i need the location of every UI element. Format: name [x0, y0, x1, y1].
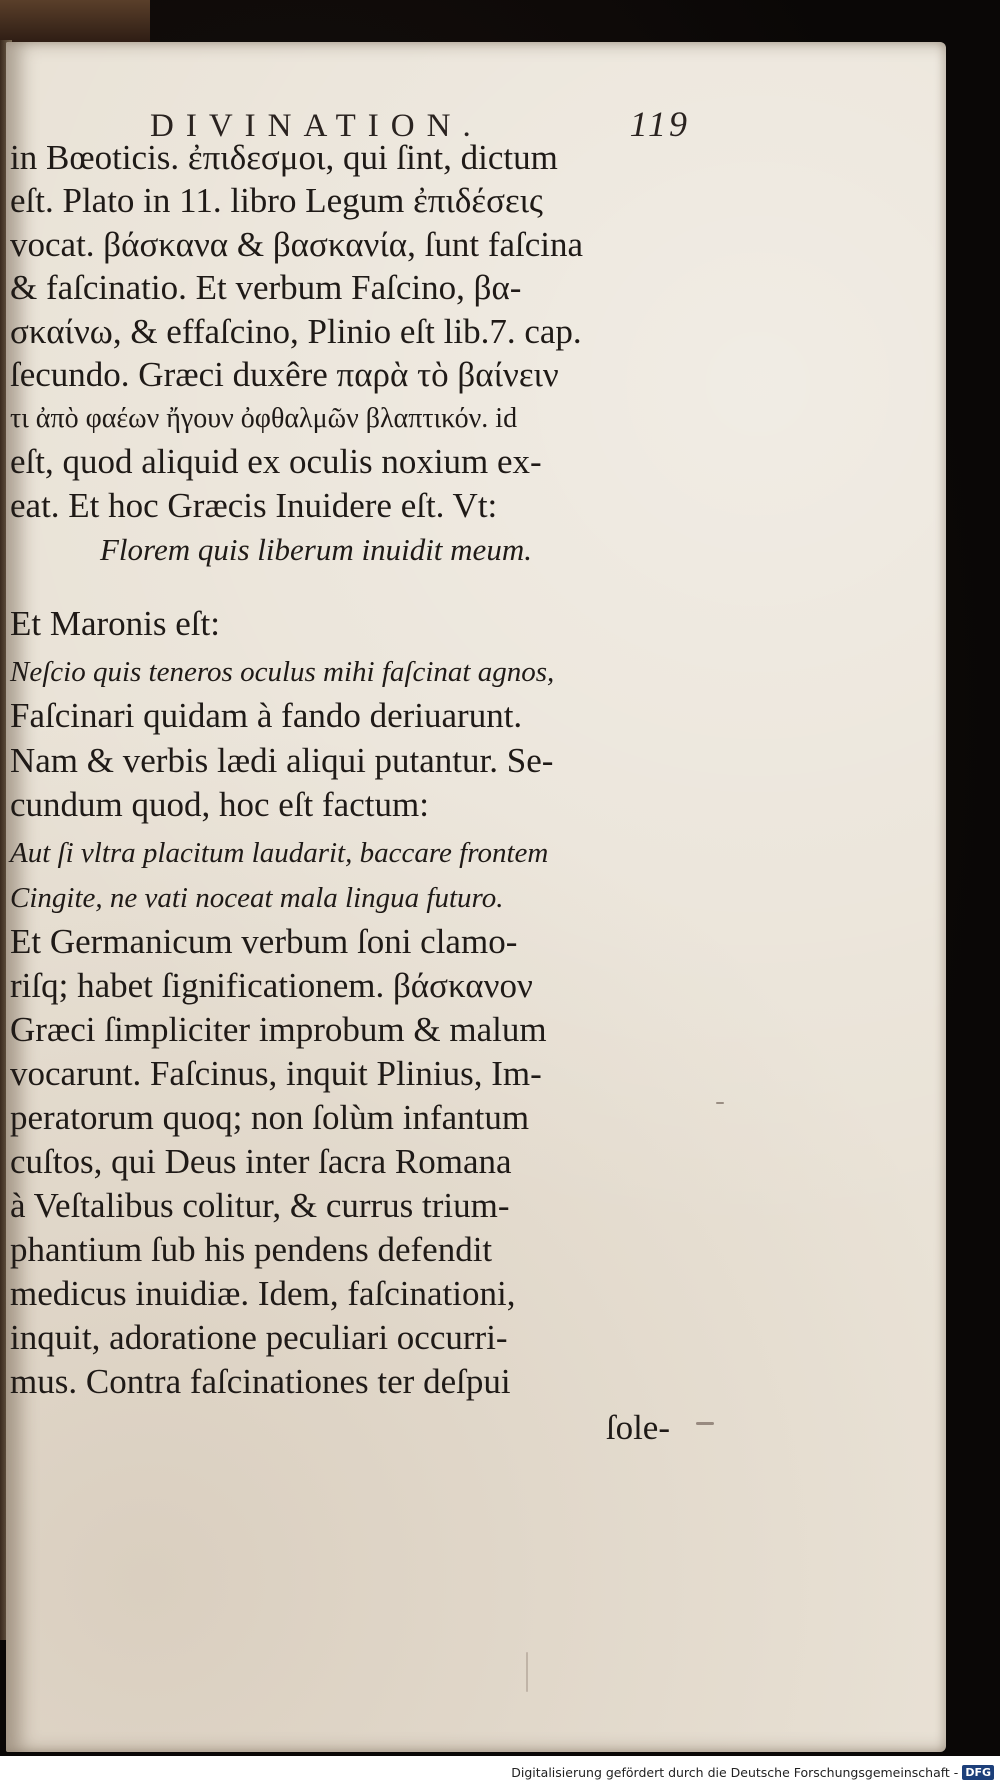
text-line: ſecundo. Græci duxêre παρὰ τὸ βαίνειν [10, 355, 559, 394]
text-line: Faſcinari quidam à fando deriuarunt. [10, 696, 523, 735]
digitization-footer [0, 1756, 1000, 1788]
text-line: riſq; habet ſignificationem. βάσκανον [10, 966, 533, 1005]
catchword: ſole- [605, 1408, 670, 1447]
text-line: phantium ſub his pendens defendit [10, 1230, 493, 1269]
text-line: τι ἀπὸ φαέων ἤγουν ὀφθαλμῶν βλαπτικόν. id [10, 403, 518, 434]
funding-credit: Digitalisierung gefördert durch die Deutsche Forschungsgemeinschaft - [511, 1764, 959, 1780]
paper-speck [716, 1102, 724, 1104]
verse-line: Florem quis liberum inuidit meum. [100, 532, 532, 567]
text-line: & faſcinatio. Et verbum Faſcino, βα- [10, 268, 522, 307]
text-line: eſt, quod aliquid ex oculis noxium ex- [10, 442, 542, 481]
text-line: eſt. Plato in 11. libro Legum ἐπιδέσεις [10, 181, 543, 220]
dfg-logo: DFG [962, 1765, 994, 1780]
book-cover-edge [0, 0, 150, 46]
text-line: medicus inuidiæ. Idem, faſcinationi, [10, 1274, 516, 1313]
text-line: peratorum quoq; non ſolùm infantum [10, 1098, 530, 1137]
text-line: Et Germanicum verbum ſoni clamo- [10, 922, 518, 961]
text-line: vocat. βάσκανα & βασκανία, ſunt faſcina [10, 225, 584, 264]
text-line: inquit, adoratione peculiari occurri- [10, 1318, 508, 1357]
text-line: mus. Contra faſcinationes ter deſpui [10, 1362, 511, 1401]
text-line: eat. Et hoc Græcis Inuidere eſt. Vt: [10, 486, 498, 525]
text-line: cuſtos, qui Deus inter ſacra Romana [10, 1142, 512, 1181]
paper-speck [526, 1652, 528, 1692]
text-line: cundum quod, hoc eſt factum: [10, 785, 429, 824]
verse-line: Aut ſi vltra placitum laudarit, baccare frontem [10, 837, 549, 869]
text-line: Nam & verbis lædi aliqui putantur. Se- [10, 741, 554, 780]
text-line: in Bœoticis. ἐπιδεσμοι, qui ſint, dictum [10, 138, 558, 177]
verse-line: Neſcio quis teneros oculus mihi faſcinat agnos, [10, 656, 555, 688]
text-line: Et Maronis eſt: [10, 604, 220, 643]
text-line: à Veſtalibus colitur, & currus trium- [10, 1186, 510, 1225]
text-line: Græci ſimpliciter improbum & malum [10, 1010, 547, 1049]
text-line: vocarunt. Faſcinus, inquit Plinius, Im- [10, 1054, 542, 1093]
verse-line: Cingite, ne vati noceat mala lingua futuro. [10, 882, 504, 914]
page-number: 119 [629, 104, 690, 144]
paper-speck [696, 1422, 714, 1425]
text-line: σκαίνω, & effaſcino, Plinio eſt lib.7. cap. [10, 312, 582, 351]
running-title: DIVINATION. [150, 108, 483, 144]
